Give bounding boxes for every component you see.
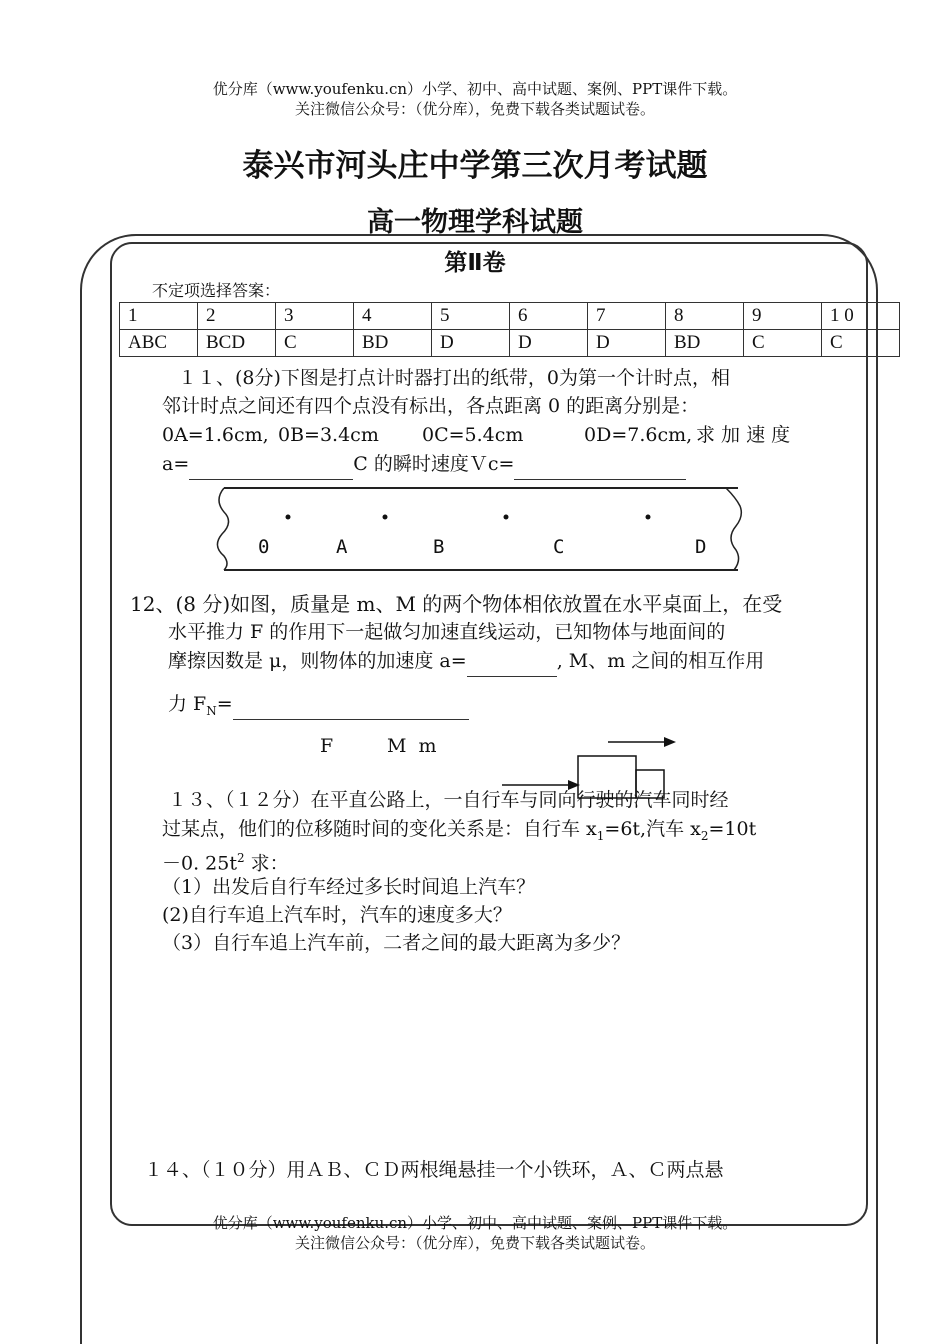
table-cell: 4 <box>354 303 432 330</box>
footer-line-1: 优分库（www.youfenku.cn）小学、初中、高中试题、案例、PPT课件下载。 <box>212 1214 738 1232</box>
header-line-2: 关注微信公众号：（优分库），免费下载各类试题试卷。 <box>294 100 655 118</box>
q12-line-3-tail: , M、m 之间的相互作用 <box>556 650 765 672</box>
q11-acceleration-blank[interactable] <box>189 450 353 480</box>
q11-line-4 <box>162 450 686 480</box>
q12-line-1: 12、(8 分)如图，质量是 m、M 的两个物体相依放置在水平桌面上，在受 <box>130 592 783 616</box>
q13-part-3: （3）自行车追上汽车前，二者之间的最大距离为多少？ <box>162 932 631 954</box>
tape-label-d: D <box>695 536 707 558</box>
header-line-1: 优分库（www.youfenku.cn）小学、初中、高中试题、案例、PPT课件下载。 <box>212 80 738 98</box>
q13-line-2-a: 过某点，他们的位移随时间的变化关系是：自行车 x <box>162 818 597 840</box>
q11-vc-label: C 的瞬时速度Ｖc= <box>353 453 515 475</box>
table-cell: C <box>822 330 900 357</box>
q13-line-1: １３、（１２分）在平直公路上，一自行车与同向行驶的汽车同时经 <box>168 789 729 811</box>
q12-fig-mm: M m <box>387 735 437 757</box>
q13-part-2: (2)自行车追上汽车时，汽车的速度多大？ <box>162 904 512 926</box>
exam-subtitle: 高一物理学科试题 <box>367 207 583 238</box>
q11-line-1: １１、(8分)下图是打点计时器打出的纸带，0为第一个计时点，相 <box>178 367 731 389</box>
answer-table <box>119 302 900 357</box>
q13-part-1: （1）出发后自行车经过多长时间追上汽车？ <box>162 876 536 898</box>
q11-od: 0D=7.6cm, <box>584 424 693 446</box>
q11-line-3 <box>162 421 822 450</box>
q11-ob: 0B=3.4cm <box>278 424 379 446</box>
tape-dot <box>504 515 509 520</box>
q13-line-2-b: =6t,汽车 x <box>604 818 701 840</box>
q12-equals: = <box>216 693 233 715</box>
q13-line-2-c: =10t <box>708 818 757 840</box>
table-cell: 9 <box>744 303 822 330</box>
q12-force-subscript: N <box>206 703 217 718</box>
q13-line-3-b: 求： <box>244 852 289 875</box>
q12-force-blank[interactable] <box>233 690 469 720</box>
answer-label: 不定项选择答案： <box>152 281 281 300</box>
q11-line-2: 邻计时点之间还有四个点没有标出，各点距离 0 的距离分别是： <box>162 395 700 417</box>
table-cell: D <box>432 330 510 357</box>
q13-sub-2: 2 <box>700 828 709 843</box>
q14-line-1: １４、（１０分）用ＡＢ、ＣＤ两根绳悬挂一个小铁环，Ａ、Ｃ两点悬 <box>144 1159 724 1181</box>
table-cell: BD <box>354 330 432 357</box>
q13-sub-1: 1 <box>596 828 605 843</box>
table-cell: 1 <box>120 303 198 330</box>
table-cell: ABC <box>120 330 198 357</box>
table-cell: D <box>510 330 588 357</box>
table-cell: 6 <box>510 303 588 330</box>
tape-label-b: B <box>433 536 445 558</box>
tape-label-c: C <box>553 536 565 558</box>
q11-ask: 求 加 速 度 <box>696 424 791 446</box>
table-cell: C <box>276 330 354 357</box>
answer-table-answer-row <box>120 330 900 357</box>
exam-title: 泰兴市河头庄中学第三次月考试题 <box>242 148 708 184</box>
table-cell: D <box>588 330 666 357</box>
q11-oc: 0C=5.4cm <box>422 424 524 446</box>
q12-a-label: 摩擦因数是 μ，则物体的加速度 a= <box>168 650 467 672</box>
footer-line-2: 关注微信公众号：（优分库），免费下载各类试题试卷。 <box>294 1234 655 1252</box>
section-title: 第Ⅱ卷 <box>444 250 506 276</box>
table-cell: 1 0 <box>822 303 900 330</box>
q12-force-label: 力 F <box>168 693 207 715</box>
table-cell: 7 <box>588 303 666 330</box>
q11-a-label: a= <box>162 453 190 475</box>
tape-dot <box>286 515 291 520</box>
table-cell: 8 <box>666 303 744 330</box>
q12-line-3 <box>168 647 764 677</box>
tape-label-0: 0 <box>258 536 270 558</box>
q13-sup: 2 <box>236 851 245 865</box>
answer-table-number-row <box>120 303 900 330</box>
table-cell: 5 <box>432 303 510 330</box>
q12-acceleration-blank[interactable] <box>467 647 557 677</box>
table-cell: C <box>744 330 822 357</box>
tape-dot <box>383 515 388 520</box>
tape-label-a: A <box>336 536 348 558</box>
q11-velocity-blank[interactable] <box>514 450 686 480</box>
table-cell: 3 <box>276 303 354 330</box>
q12-fig-f: F <box>320 735 334 757</box>
tape-dot <box>646 515 651 520</box>
table-cell: 2 <box>198 303 276 330</box>
q13-line-3-a: －0. 25t <box>162 852 237 875</box>
table-cell: BD <box>666 330 744 357</box>
paper-tape-figure <box>210 482 750 576</box>
q12-line-2: 水平推力 F 的作用下一起做匀加速直线运动，已知物体与地面间的 <box>168 621 726 643</box>
q11-oa: 0A=1.6cm, <box>162 424 269 446</box>
q12-line-4 <box>168 690 469 726</box>
table-cell: BCD <box>198 330 276 357</box>
